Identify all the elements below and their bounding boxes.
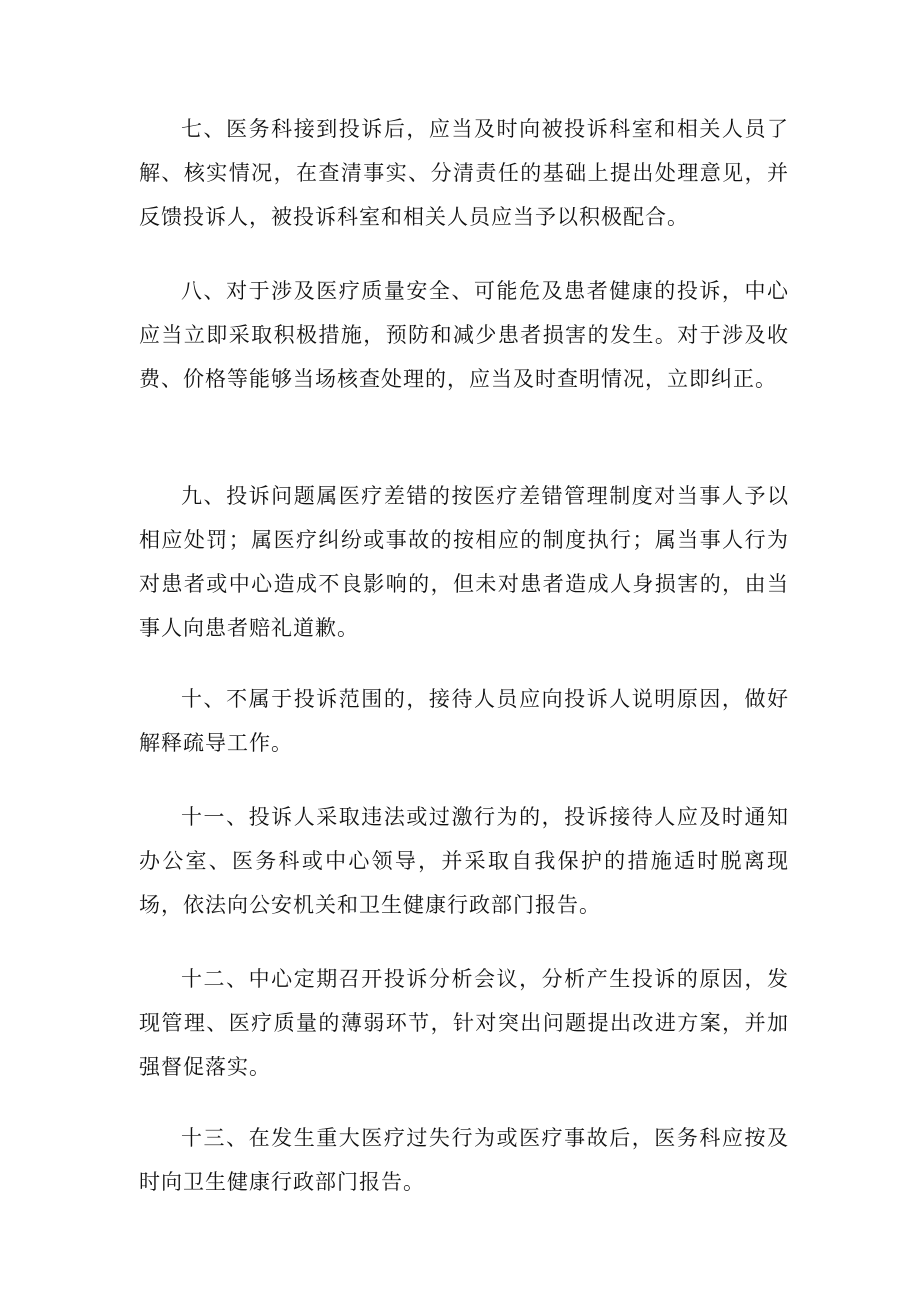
paragraph-8: 八、对于涉及医疗质量安全、可能危及患者健康的投诉，中心应当立即采取积极措施，预防和减少患者损害的发生。对于涉及收费、价格等能够当场核查处理的，应当及时查明情况，立即纠正。 xyxy=(139,279,789,391)
paragraph-7: 七、医务科接到投诉后，应当及时向被投诉科室和相关人员了解、核实情况，在查清事实、分清责任的基础上提出处理意见，并反馈投诉人，被投诉科室和相关人员应当予以积极配合。 xyxy=(139,117,789,229)
paragraph-12: 十二、中心定期召开投诉分析会议，分析产生投诉的原因，发现管理、医疗质量的薄弱环节，针对突出问题提出改进方案，并加强督促落实。 xyxy=(139,967,789,1079)
paragraph-10: 十、不属于投诉范围的，接待人员应向投诉人说明原因，做好解释疏导工作。 xyxy=(139,687,789,755)
paragraph-13: 十三、在发生重大医疗过失行为或医疗事故后，医务科应按及时向卫生健康行政部门报告。 xyxy=(139,1126,789,1194)
paragraph-9: 九、投诉问题属医疗差错的按医疗差错管理制度对当事人予以相应处罚；属医疗纠纷或事故的按相应的制度执行；属当事人行为对患者或中心造成不良影响的，但未对患者造成人身损害的，由当事人向患者赔礼道歉。 xyxy=(139,484,789,640)
paragraph-11: 十一、投诉人采取违法或过激行为的，投诉接待人应及时通知办公室、医务科或中心领导，并采取自我保护的措施适时脱离现场，依法向公安机关和卫生健康行政部门报告。 xyxy=(139,805,789,917)
